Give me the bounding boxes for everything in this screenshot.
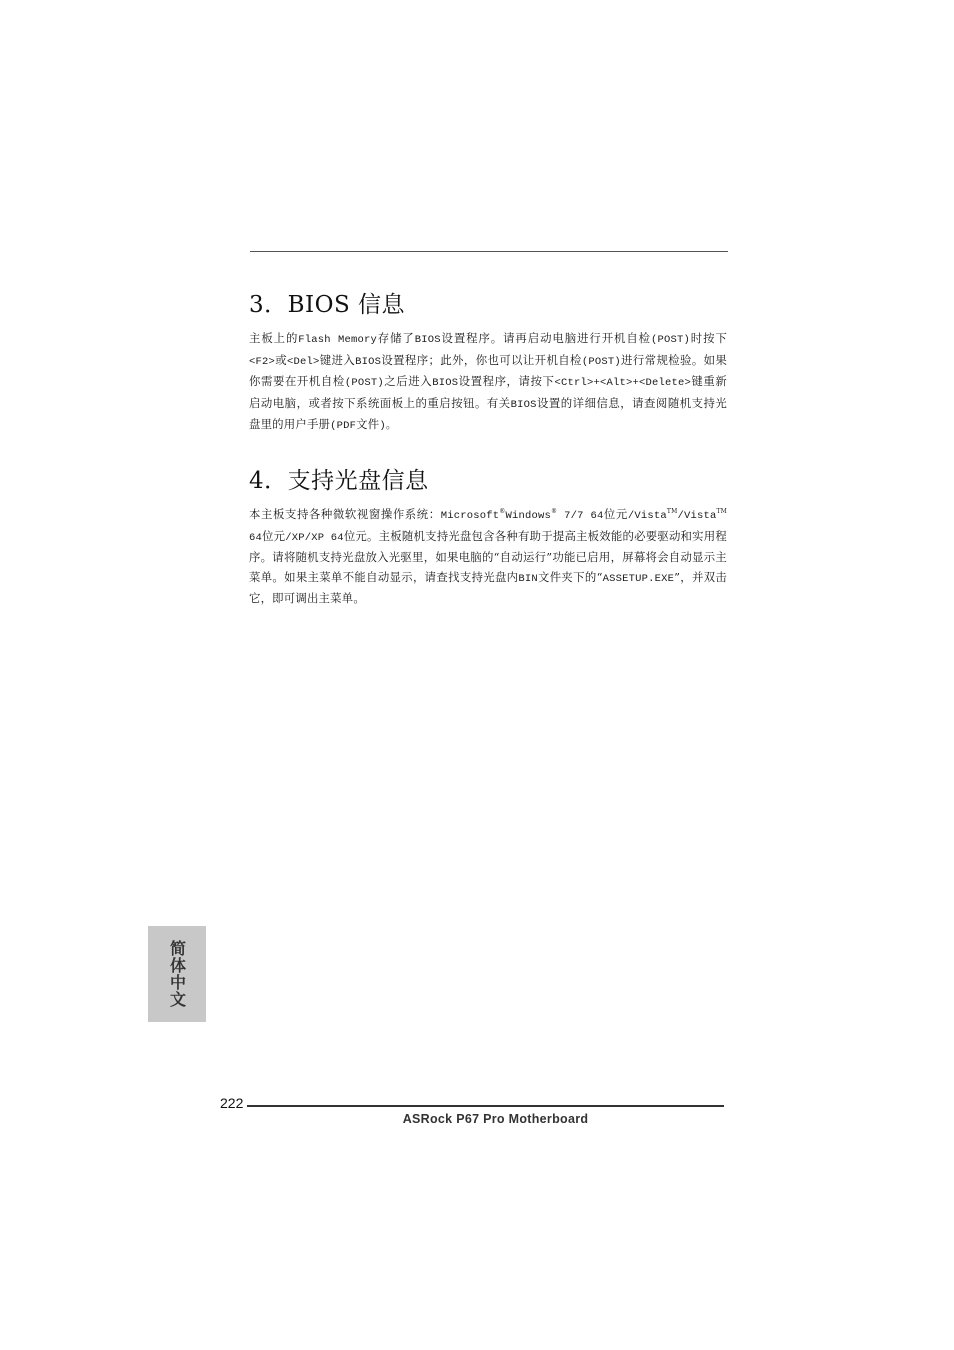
footer-title: ASRock P67 Pro Motherboard: [402, 1112, 589, 1126]
section-body: 本主板支持各种微软视窗操作系统：Microsoft®Windows® 7/7 64位元/Vista™/Vista™ 64位元/XP/XP 64位元。主板随机支持光盘包含各种有助于提高主板效能的必要驱动和实用程序。请将随机支持光盘放入光驱里，如果电脑的“自动运行”功能已启用，屏幕将会自动显示主菜单。如果主菜单不能自动显示，请查找支持光盘内BIN文件夹下的“ASSETUP.EXE”，并双击它，即可调出主菜单。: [249, 507, 727, 605]
language-side-tab: [148, 926, 206, 1022]
footer-rule: [247, 1105, 724, 1107]
section-bios-info: [249, 286, 727, 437]
section-body: 主板上的Flash Memory存储了BIOS设置程序。请再启动电脑进行开机自检(POST)时按下<F2>或<Del>键进入BIOS设置程序；此外，你也可以让开机自检(POST)进行常规检验。如果你需要在开机自检(POST)之后进入BIOS设置程序，请按下<Ctrl>+<Alt>+<Delete>键重新启动电脑，或者按下系统面板上的重启按钮。有关BIOS设置的详细信息，请查阅随机支持光盘里的用户手册(PDF文件)。: [249, 331, 727, 432]
header-rule: [250, 251, 728, 252]
language-label: 简体中文: [167, 940, 187, 1008]
page-number: 222: [220, 1095, 244, 1111]
section-heading: 3．BIOS 信息: [249, 292, 406, 318]
section-support-cd-info: [249, 462, 727, 609]
section-heading: 4．支持光盘信息: [249, 468, 429, 494]
